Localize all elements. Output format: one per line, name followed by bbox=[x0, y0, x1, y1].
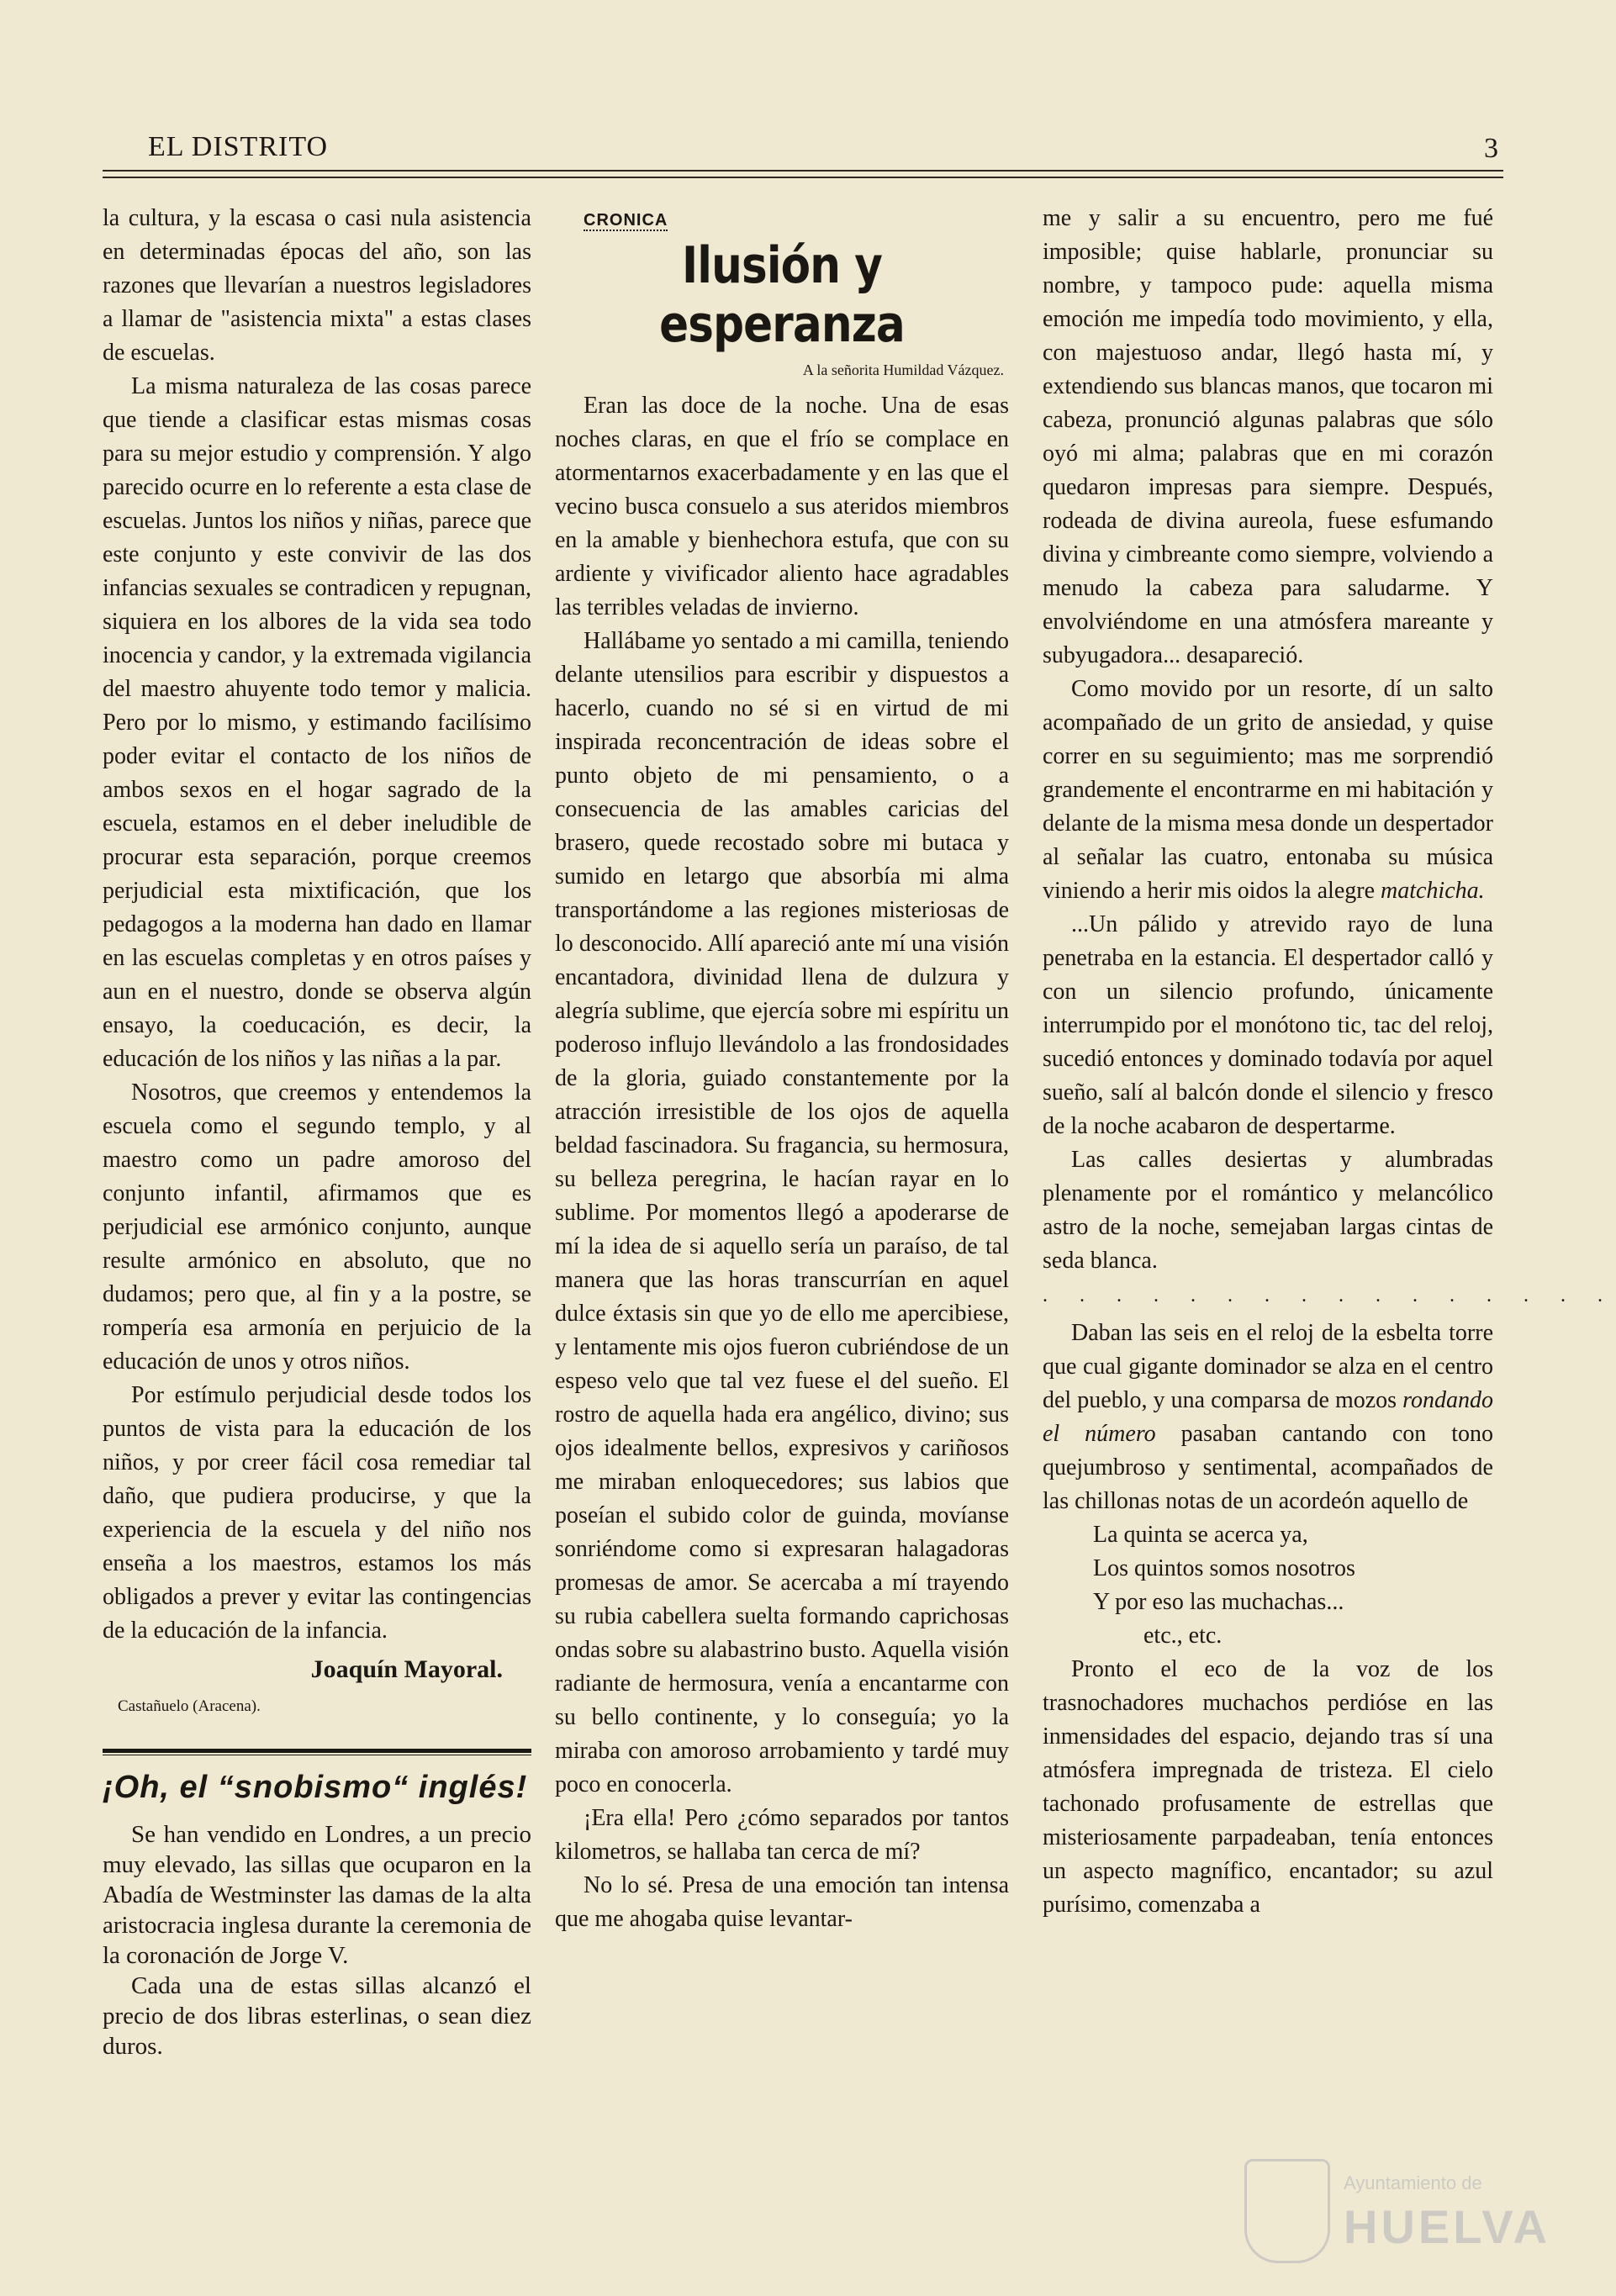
header-rule-top bbox=[103, 170, 1503, 172]
article-paragraph bbox=[1043, 1317, 1493, 1518]
archive-watermark bbox=[1244, 2152, 1550, 2270]
article-paragraph: No lo sé. Presa de una emoción tan intensa que me ahogaba quise levantar- bbox=[555, 1872, 1009, 1932]
article-paragraph: ...Un pálido y atrevido rayo de luna penetraba en la estancia. El despertador calló y con un silencio profundo, únicamente interrumpido por el monótono tic, tac del reloj, sucedió entonces y dominado todavía por aquel sueño, salí al balcón donde el silencio y fresco de la noche acabaron de despertarme. bbox=[1043, 911, 1493, 1139]
italic-phrase: rondando el número bbox=[1043, 1387, 1494, 1447]
article-paragraph: Cada una de estas sillas alcanzó el precio de dos libras esterlinas, o sean diez duros. bbox=[103, 1972, 531, 2060]
article-paragraph: La misma naturaleza de las cosas parece que tiende a clasificar estas mismas cosas para su mejor estudio y comprensión. Y algo parecido ocurre en lo referente a esta clase de escuelas. Juntos los niños y niñas, parece que este conjunto y este convivir de las dos infancias sexuales se contradicen y repugnan, siquiera en los albores de la vida sea todo inocencia y candor, y la extremada vigilancia del maestro ahuyente todo temor y malicia. Pero por lo mismo, y estimando facilísimo poder evitar el contacto de los niños de ambos sexos en el hogar sagrado de la escuela, estamos en el deber ineludible de procurar esta separación, porque creemos perjudicial esta mixtificación, que los pedagogos a la moderna han dado en llamar en las escuelas completas y en otros países y aun en el nuestro, donde se observa algún ensayo, la coeducación, es decir, la educación de los niños y las niñas a la par. bbox=[103, 373, 532, 1072]
shield-icon bbox=[1244, 2159, 1330, 2263]
column-right bbox=[1043, 202, 1616, 1922]
italic-word: matchicha. bbox=[1381, 878, 1485, 904]
verse-line: etc., etc. bbox=[1143, 1623, 1223, 1649]
article-paragraph: ¡Era ella! Pero ¿cómo separados por tantos kilometros, se hallaba tan cerca de mí? bbox=[555, 1805, 1009, 1865]
article-paragraph: Hallábame yo sentado a mi camilla, teniendo delante utensilios para escribir y dispuestos a hacerlo, cuando no sé si en virtud de mi inspirada reconcentración de ideas sobre el punto objeto de mi pensamiento, o a consecuencia de las amables caricias del brasero, quede recostado sobre mi butaca y sumido en letargo que absorbía mi alma transportándome a las regiones misteriosas de lo desconocido. Allí apareció ante mí una visión encantadora, divinidad llena de dulzura y alegría sublime, que ejercía sobre mi espíritu un poderoso influjo llevándolo a las frondosidades de la gloria, guiado constantemente por la atracción irresistible de los ojos de aquella beldad fascinadora. Su fragancia, su hermosura, su belleza peregrina, le hacían rayar en lo sublime. Por momentos llegó a apoderarse de mí la idea de si aquello sería un paraíso, de tal manera que las horas transcurrían en aquel dulce éxtasis sin que yo de ello me apercibiese, y lentamente mis ojos fueron cubriéndose de un espeso velo que tal vez fuese el del sueño. El rostro de aquella hada era angélico, divino; sus ojos idealmente bellos, expresivos y cariñosos me miraban enloquecedores; sus labios que poseían el subido color de guinda, movíanse sonriéndome como si expresaran halagadoras promesas de amor. Se acercaba a mí trayendo su rubia cabellera suelta formando caprichosas ondas sobre su alabastrino busto. Aquella visión radiante de hermosura, venía a encantarme con su bello continente, y lo conseguía; yo la miraba con amoroso arrobamiento y tardé muy poco en conocerla. bbox=[555, 628, 1009, 1797]
article-paragraph: la cultura, y la escasa o casi nula asistencia en determinadas épocas del año, son las razones que llevarían a nuestros legisladores a llamar de "asistencia mixta" a estas clases de escuelas. bbox=[103, 205, 531, 366]
paragraph-text: Como movido por un resorte, dí un salto acompañado de un grito de ansiedad, y quise correr en su seguimiento; mas me sorprendió grandemente el encontrarme en mi habitación y delante de la misma mesa donde un despertador al señalar las cuatro, entonaba su música viniendo a herir mis oidos la alegre bbox=[1043, 676, 1493, 904]
verse-line: La quinta se acerca ya, bbox=[1093, 1522, 1308, 1548]
article-paragraph: Se han vendido en Londres, a un precio muy elevado, las sillas que ocuparon en la Abadía de Westminster las damas de la alta aristocracia inglesa durante la ceremonia de la coronación de Jorge V. bbox=[103, 1821, 531, 1969]
author-location: Castañuelo (Aracena). bbox=[118, 1697, 261, 1715]
verse-line: Los quintos somos nosotros bbox=[1093, 1555, 1355, 1581]
watermark-line2: HUELVA bbox=[1344, 2200, 1550, 2253]
page-header bbox=[103, 126, 1503, 173]
author-signature: Joaquín Mayoral. bbox=[310, 1655, 503, 1683]
verse-line: Y por eso las muchachas... bbox=[1093, 1589, 1344, 1615]
article-paragraph: Pronto el eco de la voz de los trasnochadores muchachos perdióse en las inmensidades del espacio, dejando tras sí una atmósfera impregnada de tristeza. El cielo tachonado profusamente de estrellas que misteriosamente parpadeaban, tenía entonces un aspecto magnífico, encantador; su azul purísimo, comenzaba a bbox=[1043, 1656, 1493, 1918]
article-paragraph: me y salir a su encuentro, pero me fué imposible; quise hablarle, pronunciar su nombre, y tampoco pude: aquella misma emoción me impedía todo movimiento, y ella, con majestuoso andar, llegó hasta mí, y extendiendo sus blancas manos, que tocaron mi cabeza, pronunció algunas palabras que sólo oyó mi alma; palabras que en mi corazón quedaron impresas para siempre. Después, rodeada de divina aureola, fuese esfumando divina y cimbreante como siempre, volviendo a menudo la cabeza para saludarme. Y envolviéndome en una atmósfera mareante y subyugadora... desapareció. bbox=[1043, 205, 1493, 668]
article-paragraph: Las calles desiertas y alumbradas plenamente por el romántico y melancólico astro de la noche, semejaban largas cintas de seda blanca. bbox=[1043, 1147, 1493, 1274]
article-paragraph bbox=[1043, 673, 1493, 908]
header-rule-bottom bbox=[103, 177, 1503, 178]
section-label: CRONICA bbox=[584, 211, 668, 230]
section-divider bbox=[103, 1749, 531, 1753]
snobismo-article bbox=[103, 1819, 531, 2061]
column-middle bbox=[555, 202, 1009, 1936]
page-number: 3 bbox=[1484, 133, 1498, 164]
song-verse bbox=[1043, 1518, 1493, 1653]
newspaper-title: EL DISTRITO bbox=[148, 131, 329, 162]
dotted-separator: . . . . . . . . . . . . . . . . bbox=[1043, 1285, 1616, 1306]
column-left bbox=[103, 202, 531, 2061]
paragraph-text: pasaban cantando con tono quejumbroso y sentimental, acompañados de las chillonas notas de un acordeón aquello de bbox=[1043, 1421, 1494, 1514]
snobismo-headline: ¡Oh, el “snobismo“ inglés! bbox=[103, 1770, 528, 1805]
watermark-line1: Ayuntamiento de bbox=[1344, 2172, 1482, 2193]
article-headline: Ilusión y esperanza bbox=[659, 236, 905, 354]
article-paragraph: Por estímulo perjudicial desde todos los puntos de vista para la educación de los niños, y por creer fácil cosa remediar tal daño, que pudiera producirse, y que la experiencia de la escuela y del niño nos enseña a los maestros, estamos los más obligados a prever y evitar las contingencias de la educación de la infancia. bbox=[103, 1382, 531, 1644]
article-paragraph: Eran las doce de la noche. Una de esas noches claras, en que el frío se complace en atormentarnos exacerbadamente y en las que el vecino busca consuelo a sus ateridos miembros en la amable y bienhechora estufa, que con su ardiente y vivificador aliento hace agradables las terribles veladas de invierno. bbox=[555, 393, 1009, 620]
dedication: A la señorita Humildad Vázquez. bbox=[802, 362, 1004, 378]
article-paragraph: Nosotros, que creemos y entendemos la escuela como el segundo templo, y al maestro como un padre amoroso del conjunto infantil, afirmamos que es perjudicial ese armónico conjunto, aunque resulte armónico en absoluto, que no dudamos; pero que, al fin y a la postre, se rompería esa armonía en perjuicio de la educación de unos y otros niños. bbox=[103, 1079, 531, 1375]
paragraph-text: Daban las seis en el reloj de la esbelta torre que cual gigante dominador se alza en el centro del pueblo, y una comparsa de mozos bbox=[1043, 1320, 1493, 1413]
